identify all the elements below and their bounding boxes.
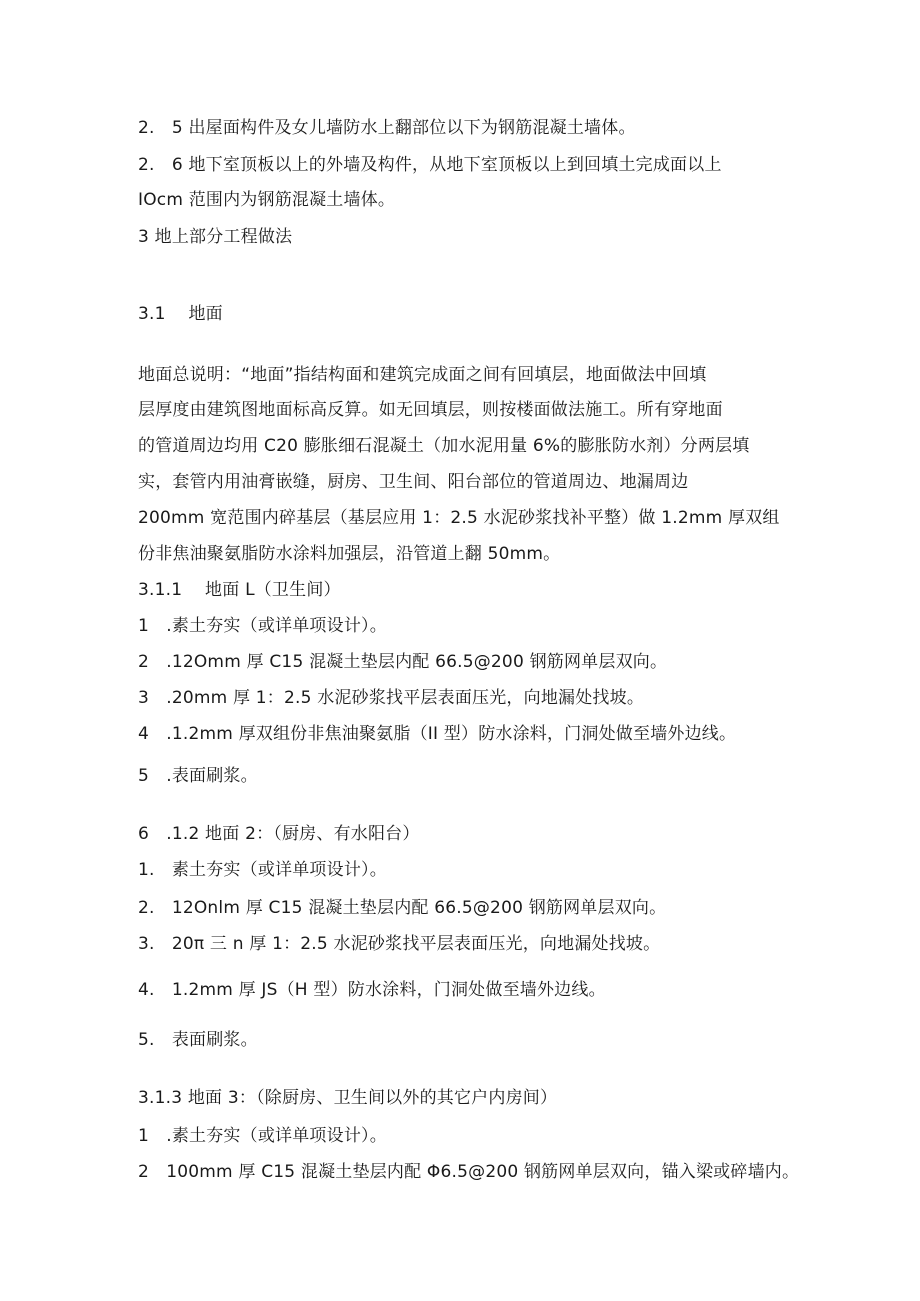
- subsection-heading: 6 .1.2 地面 2：（厨房、有水阳台）: [138, 824, 420, 844]
- text-line: 的管道周边均用 C20 膨胀细石混凝土（加水泥用量 6%的膨胀防水剂）分两层填: [138, 436, 750, 456]
- text-line: 份非焦油聚氨脂防水涂料加强层，沿管道上翻 50mm。: [138, 544, 561, 564]
- list-item: 1. 素土夯实（或详单项设计）。: [138, 860, 387, 880]
- section-heading: 3.1 地面: [138, 304, 223, 324]
- text-line: 2. 5 出屋面构件及女儿墙防水上翻部位以下为钢筋混凝土墙体。: [138, 118, 636, 138]
- text-line: 200mm 宽范围内碎基层（基层应用 1：2.5 水泥砂浆找补平整）做 1.2mm 厚双组: [138, 508, 780, 528]
- list-item: 5. 表面刷浆。: [138, 1030, 258, 1050]
- list-item: 1 .素土夯实（或详单项设计）。: [138, 616, 387, 636]
- text-line: 层厚度由建筑图地面标高反算。如无回填层，则按楼面做法施工。所有穿地面: [138, 400, 723, 420]
- subsection-heading: 3.1.1 地面 L（卫生间）: [138, 580, 341, 600]
- list-item: 2 100mm 厚 C15 混凝土垫层内配 Φ6.5@200 钢筋网单层双向，锚入梁或碎墙内。: [138, 1162, 800, 1182]
- list-item: 4 .1.2mm 厚双组份非焦油聚氨脂（II 型）防水涂料，门洞处做至墙外边线。: [138, 724, 737, 744]
- list-item: 5 .表面刷浆。: [138, 766, 258, 786]
- list-item: 2. 12Onlm 厚 C15 混凝土垫层内配 66.5@200 钢筋网单层双向。: [138, 898, 667, 918]
- subsection-heading: 3.1.3 地面 3：（除厨房、卫生间以外的其它户内房间）: [138, 1088, 558, 1108]
- list-item: 2 .12Omm 厚 C15 混凝土垫层内配 66.5@200 钢筋网单层双向。: [138, 652, 668, 672]
- list-item: 3. 20π 三 n 厚 1：2.5 水泥砂浆找平层表面压光，向地漏处找坡。: [138, 934, 661, 954]
- text-line: 2. 6 地下室顶板以上的外墙及构件，从地下室顶板以上到回填土完成面以上: [138, 155, 722, 175]
- list-item: 3 .20mm 厚 1：2.5 水泥砂浆找平层表面压光，向地漏处找坡。: [138, 688, 645, 708]
- text-line: IOcm 范围内为钢筋混凝土墙体。: [138, 190, 396, 210]
- list-item: 1 .素土夯实（或详单项设计）。: [138, 1126, 387, 1146]
- text-line: 地面总说明：“地面”指结构面和建筑完成面之间有回填层，地面做法中回填: [138, 365, 707, 385]
- text-line: 实，套管内用油膏嵌缝，厨房、卫生间、阳台部位的管道周边、地漏周边: [138, 472, 689, 492]
- list-item: 4. 1.2mm 厚 JS（H 型）防水涂料，门洞处做至墙外边线。: [138, 980, 606, 1000]
- section-heading: 3 地上部分工程做法: [138, 227, 293, 247]
